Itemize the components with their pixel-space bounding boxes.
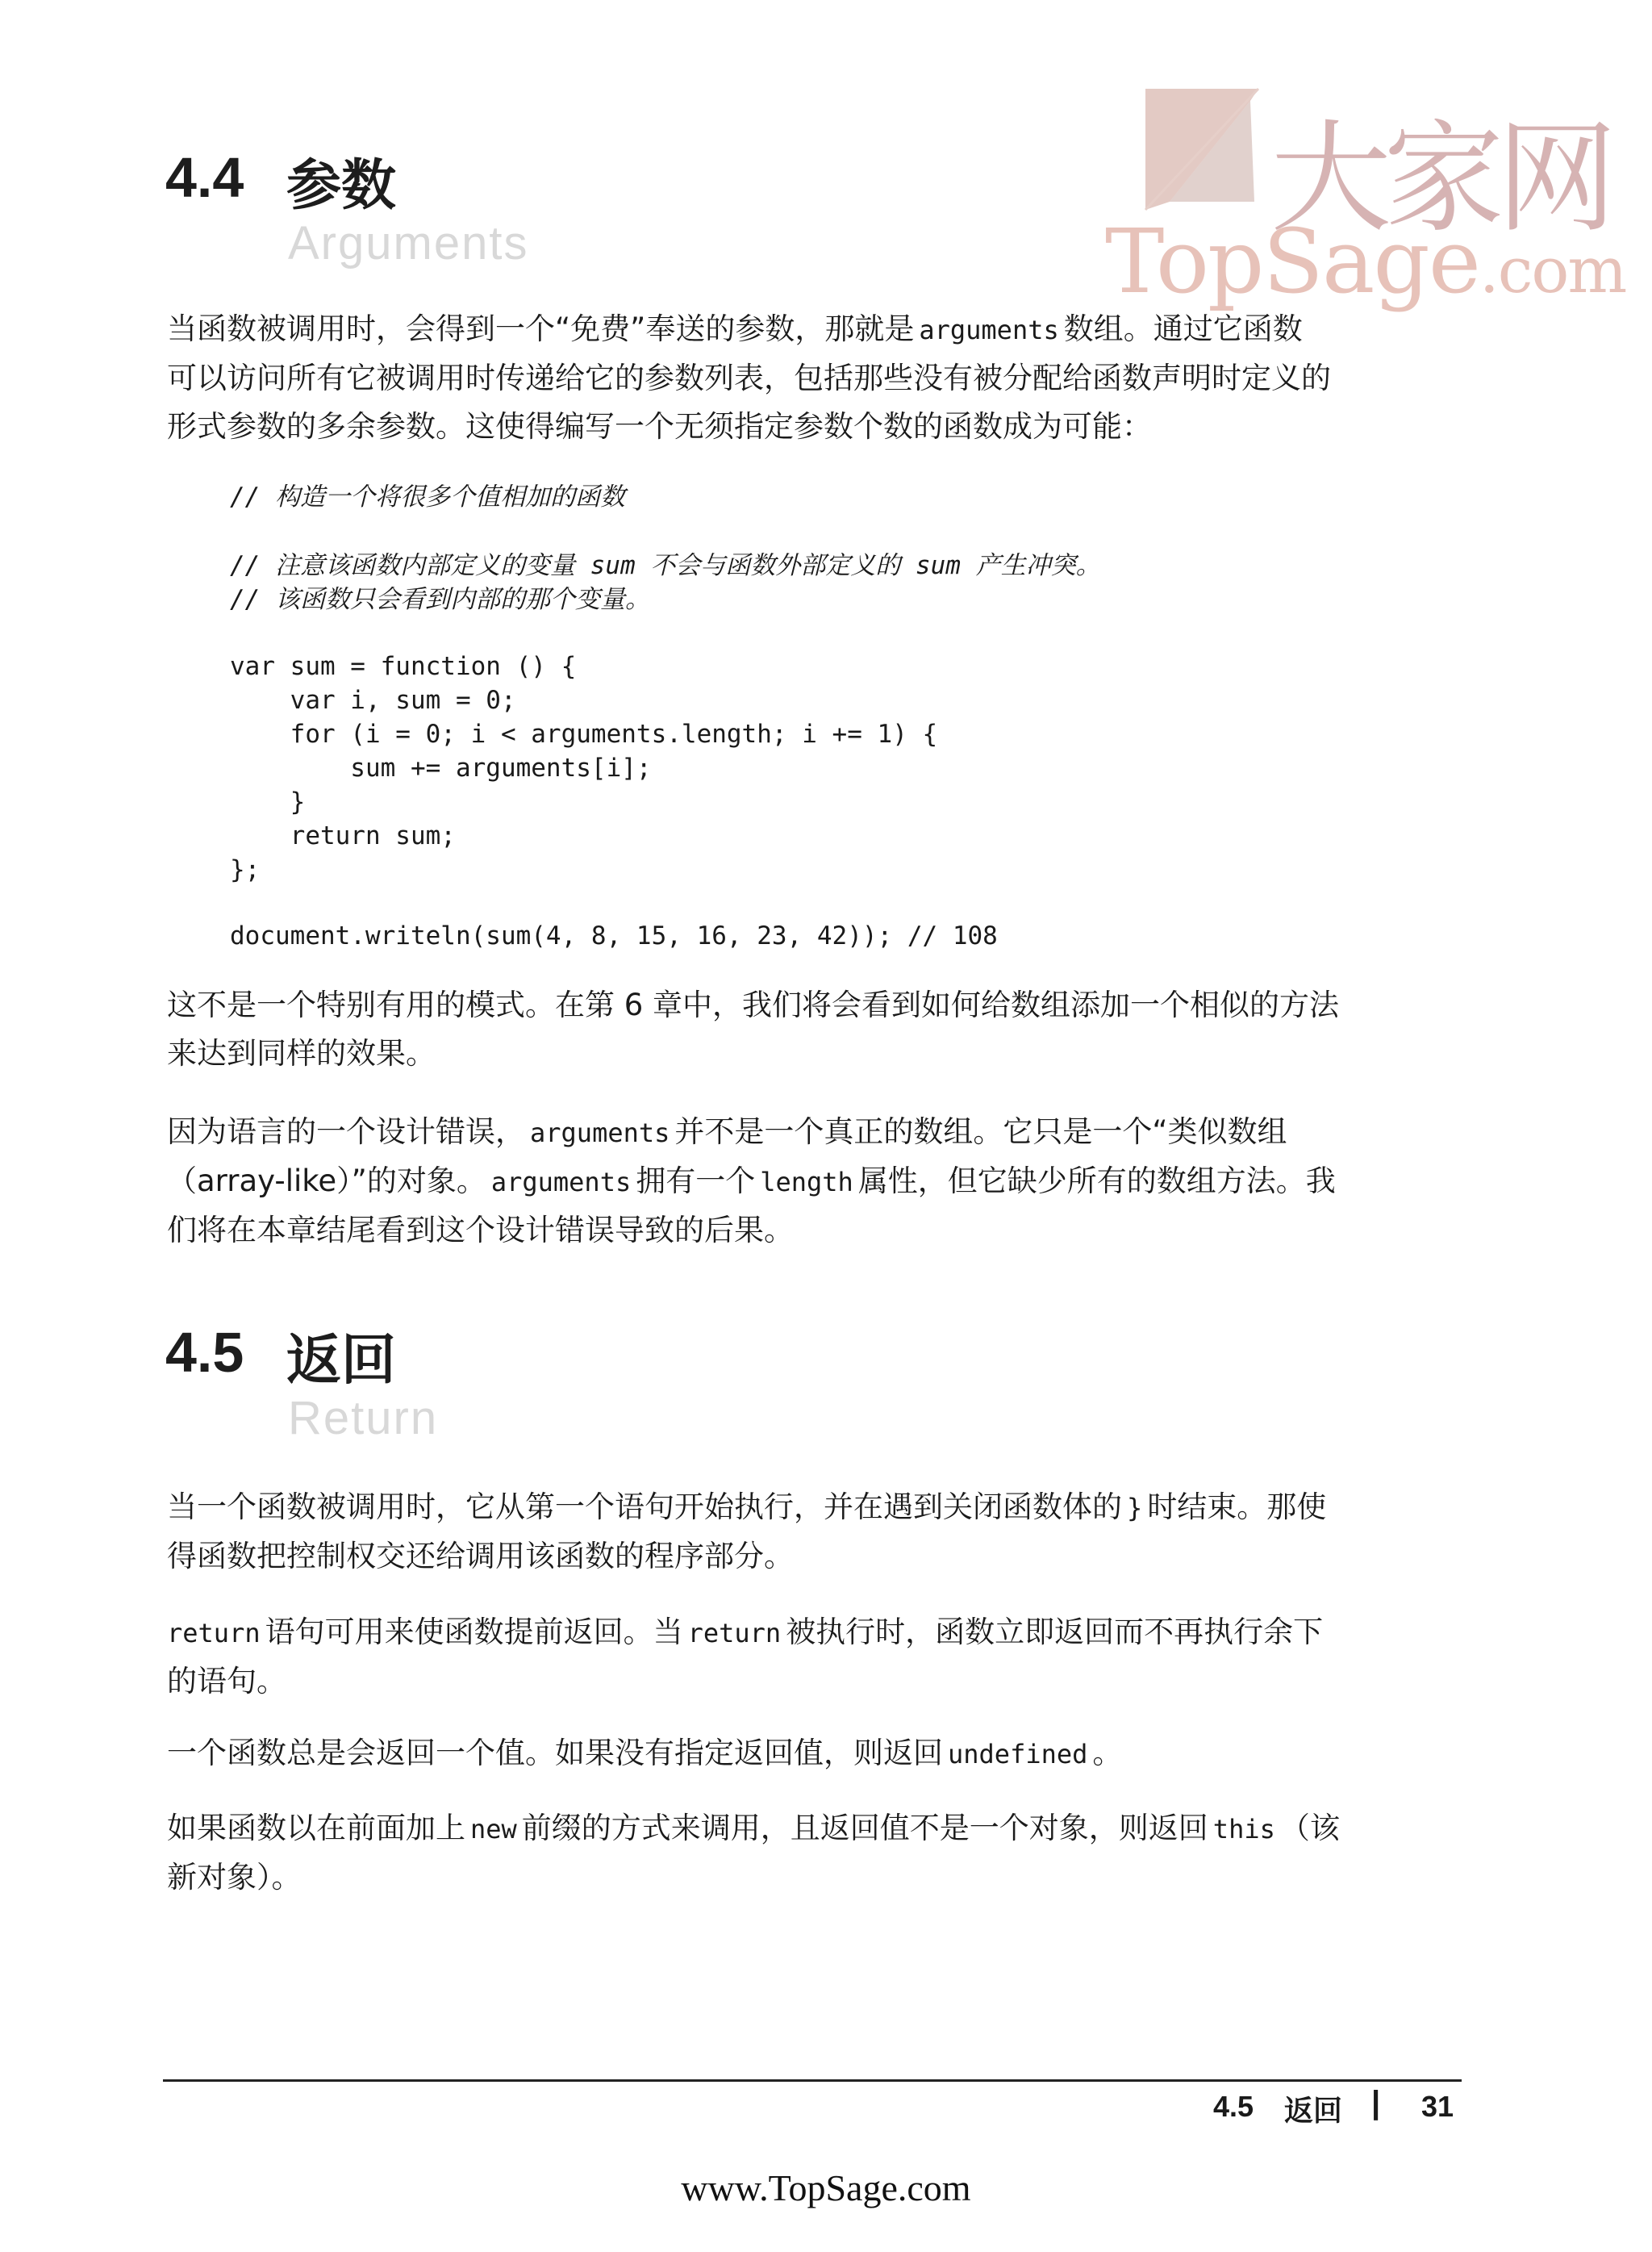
- text-line: 这不是一个特别有用的模式。在第 6 章中，我们将会看到如何给数组添加一个相似的方法: [167, 988, 1340, 1022]
- text-run: 并不是一个真正的数组。它只是一个“类似数组: [674, 1114, 1287, 1149]
- text-run: （array-like）”的对象。: [167, 1164, 486, 1198]
- paragraph-pattern-note: [167, 981, 1458, 1078]
- text-run: 。: [1092, 1736, 1123, 1770]
- footer-separator: |: [1371, 2085, 1381, 2120]
- paragraph-design-error: [167, 1108, 1458, 1255]
- inline-code: new: [470, 1814, 517, 1845]
- inline-code: length: [760, 1167, 853, 1197]
- section-title: 返回: [286, 1329, 397, 1393]
- code-line: var i, sum = 0;: [230, 686, 516, 715]
- text-run: 如果函数以在前面加上: [167, 1811, 465, 1845]
- topsage-logo-icon: [1113, 81, 1274, 218]
- code-line: };: [230, 855, 261, 884]
- text-run: 时结束。那使: [1147, 1489, 1327, 1524]
- code-line: document.writeln(sum(4, 8, 15, 16, 23, 42)); // 108: [230, 921, 998, 951]
- text-run: 拥有一个: [636, 1164, 756, 1198]
- text-line: [167, 1157, 1458, 1206]
- inline-code: arguments: [919, 315, 1059, 345]
- text-run: 一个函数总是会返回一个值。如果没有指定返回值，则返回: [167, 1736, 943, 1770]
- footer-section-title: 返回: [1284, 2095, 1343, 2128]
- text-line: [167, 1608, 1458, 1657]
- text-line: [167, 1483, 1458, 1532]
- section-title: 参数: [286, 154, 397, 218]
- text-run: （该: [1279, 1811, 1340, 1845]
- text-line: [167, 1729, 1458, 1778]
- section-number: 4.5: [165, 1321, 244, 1384]
- footer-divider: [163, 2079, 1462, 2082]
- inline-code: return: [167, 1618, 261, 1648]
- inline-code: }: [1127, 1493, 1143, 1523]
- inline-code: undefined: [948, 1739, 1088, 1769]
- code-comment: // 构造一个将很多个值相加的函数: [230, 483, 625, 512]
- code-comment: // 该函数只会看到内部的那个变量。: [230, 585, 650, 614]
- inline-code: arguments: [490, 1167, 632, 1197]
- site-url: www.TopSage.com: [681, 2167, 971, 2208]
- text-line: 得函数把控制权交还给调用该函数的程序部分。: [167, 1539, 794, 1573]
- paragraph-return-flow: [167, 1483, 1458, 1581]
- code-line: for (i = 0; i < arguments.length; i += 1) {: [230, 720, 938, 749]
- text-line: 的语句。: [167, 1664, 286, 1698]
- watermark-brand: TopSage: [1105, 210, 1479, 313]
- text-line: [167, 305, 1458, 354]
- code-line: var sum = function () {: [230, 652, 577, 681]
- text-run: 被执行时，函数立即返回而不再执行余下: [786, 1615, 1324, 1649]
- code-comment: // 注意该函数内部定义的变量 sum 不会与函数外部定义的 sum 产生冲突。: [230, 551, 1101, 580]
- text-line: 来达到同样的效果。: [167, 1036, 436, 1071]
- text-line: [167, 1804, 1458, 1853]
- footer-section-number: 4.5: [1213, 2090, 1254, 2123]
- topsage-watermark: [1097, 48, 1626, 315]
- section-subtitle: Arguments: [288, 217, 529, 269]
- code-line: sum += arguments[i];: [230, 754, 652, 783]
- text-line: 可以访问所有它被调用时传递给它的参数列表，包括那些没有被分配给函数声明时定义的: [167, 361, 1331, 395]
- paragraph-arguments-intro: [167, 305, 1458, 451]
- paragraph-return-statement: [167, 1608, 1458, 1706]
- text-line: 们将在本章结尾看到这个设计错误导致的后果。: [167, 1213, 794, 1247]
- text-run: 当一个函数被调用时，它从第一个语句开始执行，并在遇到关闭函数体的: [167, 1489, 1122, 1524]
- section-subtitle: Return: [288, 1392, 439, 1444]
- section-number: 4.4: [165, 146, 244, 209]
- text-line: [167, 1108, 1458, 1157]
- code-line: return sum;: [230, 821, 456, 850]
- watermark-english-text: [1105, 210, 1625, 313]
- text-run: 当函数被调用时，会得到一个“免费”奉送的参数，那就是: [167, 311, 915, 346]
- watermark-chinese-text: 大家网: [1270, 109, 1610, 249]
- inline-code: arguments: [530, 1118, 670, 1148]
- text-run: 语句可用来使函数提前返回。当: [265, 1615, 683, 1649]
- code-line: }: [230, 788, 306, 817]
- text-line: 形式参数的多余参数。这使得编写一个无须指定参数个数的函数成为可能：: [167, 409, 1152, 444]
- page-number: 31: [1421, 2090, 1454, 2123]
- inline-code: return: [687, 1618, 782, 1648]
- text-run: 前缀的方式来调用，且返回值不是一个对象，则返回: [521, 1811, 1208, 1845]
- watermark-domain-suffix: .com: [1479, 235, 1626, 307]
- text-run: 数组。通过它函数: [1063, 311, 1303, 346]
- text-line: 新对象）。: [167, 1860, 302, 1895]
- text-run: 因为语言的一个设计错误，: [167, 1114, 525, 1149]
- inline-code: this: [1212, 1814, 1275, 1845]
- text-run: 属性，但它缺少所有的数组方法。我: [857, 1164, 1336, 1198]
- paragraph-return-new: [167, 1804, 1458, 1902]
- paragraph-return-undefined: [167, 1729, 1458, 1778]
